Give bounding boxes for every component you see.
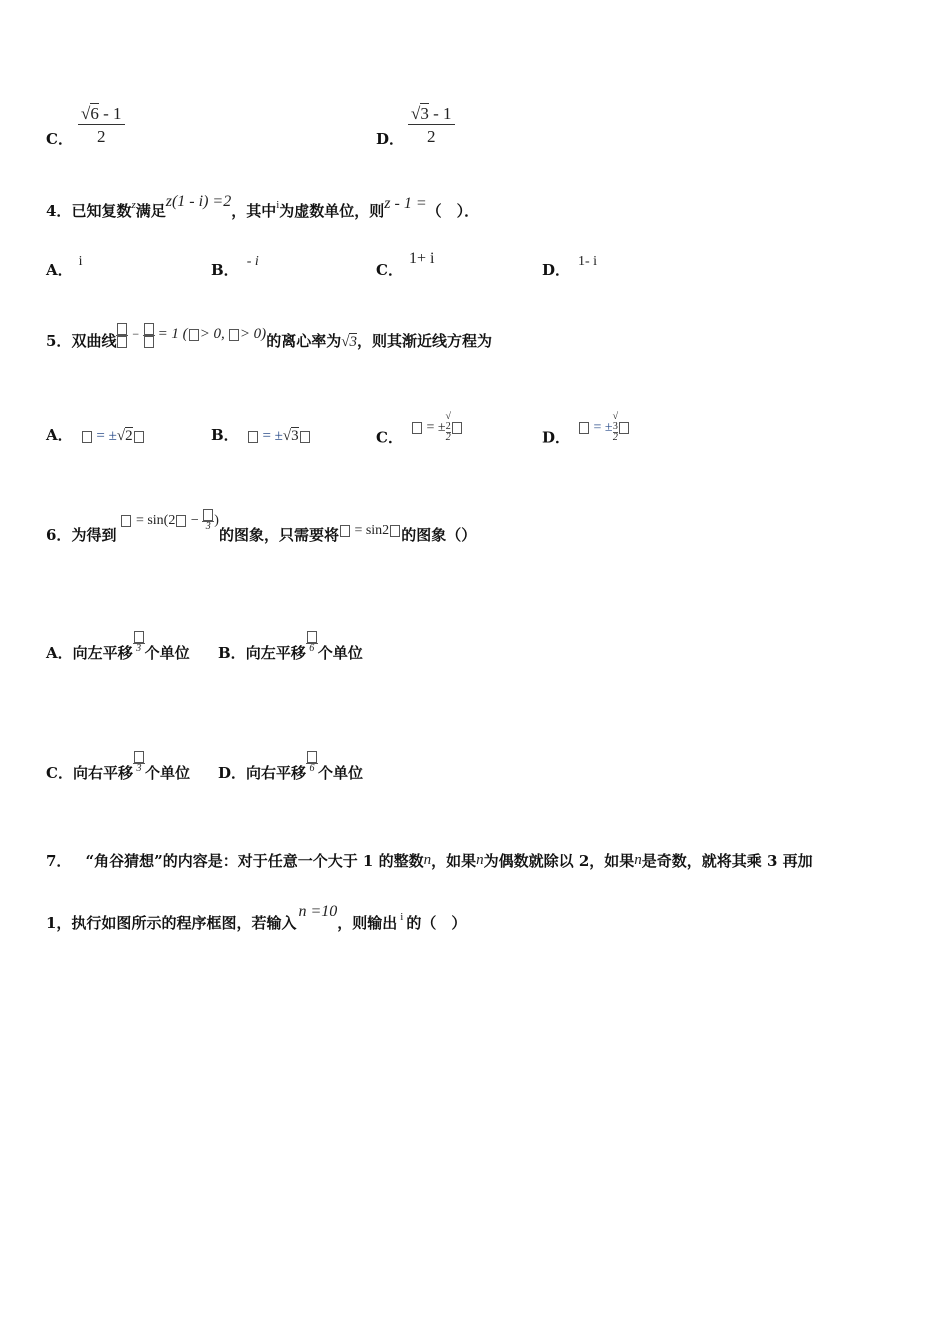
q6-func2: = sin2 [354, 523, 390, 538]
q6-option-a-unit: 个单位 [144, 644, 190, 662]
q7-line2 [46, 903, 467, 933]
q5-option-c: C． = ± √ 2 2 [376, 424, 463, 455]
q3-option-c-formula: $\frac{√6 - 1}{2}$ [78, 104, 125, 147]
q5-option-d: D． = ± √ 3 2 [542, 424, 630, 455]
q5-text2: 的离心率为 [266, 332, 342, 350]
q5-stem: 5．双曲线 $^{- = 1 ( > 0, > 0)}$的离心率为√3，则其渐近线方程为 [46, 330, 492, 356]
q6-option-b-dir: 向左平移 [245, 644, 306, 662]
q4-option-b-value: - i [246, 254, 259, 269]
q4-option-c-label: C． [376, 261, 403, 279]
q5-text1: 双曲线 [71, 332, 117, 350]
q6-option-b [218, 642, 363, 666]
q4-option-a-value: i [78, 254, 83, 269]
q4-text3: ，其中 [231, 202, 277, 220]
q4-text2: 满足 [135, 202, 166, 220]
q3-c-denominator: 2 [78, 124, 125, 147]
q6-option-b-den: 6 [306, 643, 318, 654]
q4-option-d [542, 254, 598, 280]
q5-number: 5． [46, 332, 72, 350]
q6-text2: 的图象，只需要将 [218, 526, 339, 544]
q6-option-c [46, 762, 190, 786]
q4-text5: （ ）． [426, 202, 480, 220]
q3-d-radicand: 3 [420, 104, 429, 123]
q5-option-b: B． = ±√3 [211, 424, 311, 445]
q7-var-n-3: n [634, 852, 642, 868]
q7-var-i: i [400, 911, 404, 923]
q3-c-radicand: 6 [90, 104, 99, 123]
q7-var-n-1: n [423, 852, 432, 868]
q3-option-d-formula: $\frac{√3 - 1}{2}$ [408, 104, 455, 147]
q7-text1: “角谷猜想”的内容是：对于任意一个大于 1 的整数 [85, 852, 424, 870]
q5-option-c-pre: = ± [426, 419, 446, 435]
q7-line1 [46, 850, 813, 871]
q5-option-b-pre: = ± [262, 428, 283, 444]
q7-text2: ，如果 [431, 852, 477, 870]
q7-input: n =10 [298, 903, 338, 920]
q6-option-a-label: A． [46, 644, 73, 662]
q6-func1-tail: ) [214, 513, 219, 528]
q6-func1: = sin(2 [135, 513, 176, 528]
q4-option-b [211, 254, 259, 280]
q5-ecc-radicand: 3 [349, 334, 357, 350]
q5-option-c-label: C． [376, 428, 403, 447]
q6-option-b-label: B． [218, 644, 246, 662]
q4-expr: z - 1 = [384, 195, 427, 212]
q5-equation-eq: = 1 ( [157, 326, 188, 342]
q4-option-c [376, 250, 435, 280]
q4-option-a [46, 254, 83, 280]
q6-option-c-den: 3 [133, 763, 145, 774]
q6-option-b-unit: 个单位 [317, 644, 363, 662]
q6-text1: 为得到 [71, 526, 117, 544]
q4-option-d-value: 1- i [578, 254, 598, 269]
q6-option-c-label: C． [46, 764, 73, 782]
q4-stem [46, 193, 480, 221]
q5-option-c-rad: 2 [445, 421, 451, 432]
q6-number: 6． [46, 526, 72, 544]
q5-option-d-pre: = ± [593, 419, 613, 435]
q3-d-num-rest: - 1 [428, 104, 452, 123]
q6-option-c-unit: 个单位 [144, 764, 190, 782]
q7-line2-a: 1，执行如图所示的程序框图，若输入 [46, 914, 297, 932]
q5-option-d-label: D． [542, 428, 571, 447]
q4-option-a-label: A． [46, 261, 73, 279]
q6-option-d-dir: 向右平移 [246, 764, 307, 782]
q4-text1: 已知复数 [71, 202, 132, 220]
q4-var-i: i [276, 199, 280, 211]
q5-option-a-pre: = ± [96, 428, 117, 444]
q7-var-n-2: n [476, 852, 484, 868]
q4-equation: z(1 - i) =2 [165, 193, 232, 210]
q6-stem: 6．为得到 = sin(2 − 3 )的图象，只需要将 = sin2 的图象（） [46, 524, 476, 548]
q4-option-b-label: B． [211, 261, 239, 279]
q5-equation-cond2: > 0) [239, 326, 267, 342]
q4-option-c-value: 1+ i [408, 250, 435, 267]
q5-option-d-rad: 3 [612, 421, 618, 432]
q6-text3: 的图象（） [401, 526, 477, 544]
q6-option-a-den: 3 [133, 643, 145, 654]
q7-line2-b: ，则输出 [337, 914, 398, 932]
q6-option-d-den: 6 [306, 763, 318, 774]
q5-option-a: A． = ±√2 [46, 424, 145, 445]
q5-option-b-rad: 3 [291, 428, 299, 444]
q5-option-a-rad: 2 [125, 428, 133, 444]
q6-func1-den: 3 [202, 521, 214, 532]
q4-text4: 为虚数单位，则 [279, 202, 385, 220]
q4-var-z: z [131, 199, 136, 211]
q5-equation-cond: > 0, [199, 326, 225, 342]
q5-equation: − = 1 ( > 0, > 0) [116, 327, 266, 341]
q3-option-c-label: C． [46, 130, 73, 148]
q5-option-a-label: A． [46, 426, 73, 444]
q6-option-a [46, 642, 190, 666]
q5-text3: ，则其渐近线方程为 [356, 332, 492, 350]
q5-option-d-den: 2 [612, 432, 618, 443]
q7-text3: 为偶数就除以 2，如果 [483, 852, 635, 870]
q6-option-d-label: D． [218, 764, 247, 782]
q6-option-a-dir: 向左平移 [72, 644, 133, 662]
q4-number: 4． [46, 202, 72, 220]
q3-c-num-rest: - 1 [98, 104, 122, 123]
q7-number: 7． [46, 852, 72, 870]
q6-option-c-dir: 向右平移 [72, 764, 133, 782]
q7-line2-c: 的（ ） [406, 914, 467, 932]
q3-d-denominator: 2 [408, 124, 455, 147]
q3-option-d-label: D． [376, 130, 405, 148]
q5-option-b-label: B． [211, 426, 239, 444]
q7-text4: 是奇数，就将其乘 3 再加 [641, 852, 813, 870]
q6-option-d-unit: 个单位 [318, 764, 364, 782]
q5-option-c-den: 2 [445, 432, 451, 443]
q4-option-d-label: D． [542, 261, 571, 279]
q6-option-d [218, 762, 363, 786]
